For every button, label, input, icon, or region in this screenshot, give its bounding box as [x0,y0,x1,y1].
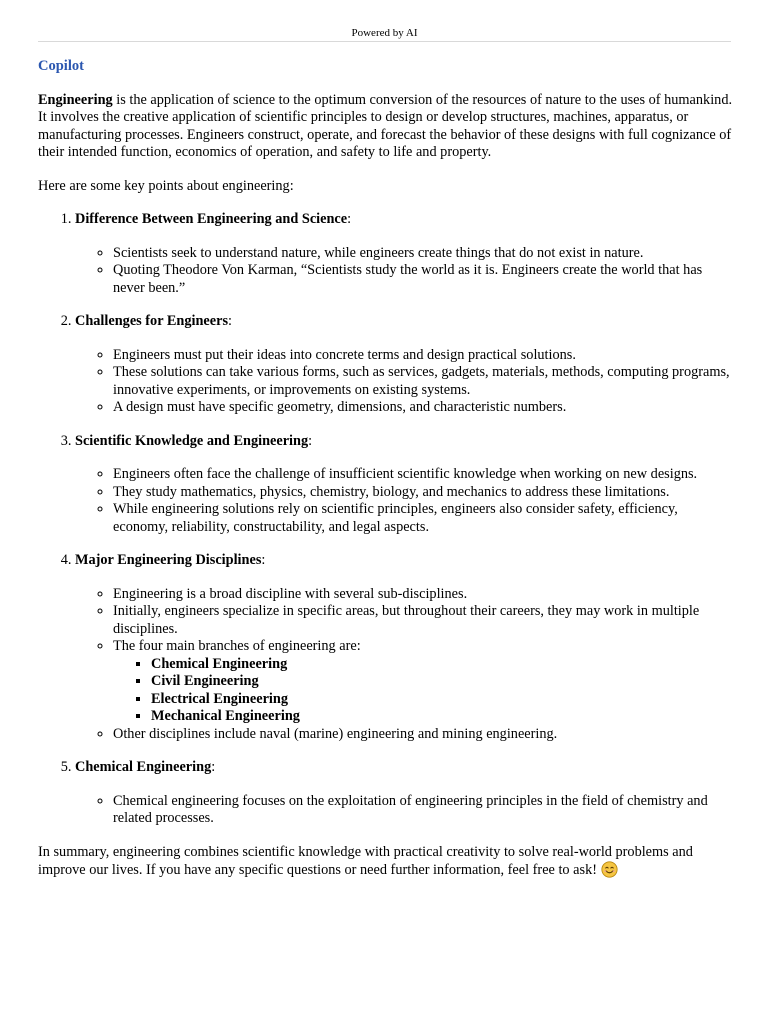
section-bullets [75,347,734,417]
key-point-3 [75,433,734,537]
section-title: Major Engineering Disciplines [75,552,262,568]
key-point-4 [75,552,734,743]
intro-term: Engineering [38,91,113,108]
section-bullets [75,245,734,298]
section-heading: 1. Difference Between Engineering and Science: [75,211,352,227]
summary-paragraph [38,844,734,880]
list-item: ◦ These solutions can take various forms, such as services, gadgets, materials, methods, computing programs, innovative experiments, or improvements on existing systems. [113,364,734,399]
list-item-branches [113,638,734,726]
branch-item: ▪ Civil Engineering [151,673,734,691]
branches-intro: The four main branches of engineering are: [113,638,361,654]
section-bullets [75,793,734,828]
list-item: ◦ Quoting Theodore Von Karman, “Scientists study the world as it is. Engineers create the world that has never been.” [113,262,734,297]
branch-item: ▪ Electrical Engineering [151,691,734,709]
smiling-face-icon [601,861,618,878]
key-point-1 [75,211,734,297]
list-item: ◦ Chemical engineering focuses on the exploitation of engineering principles in the field of chemistry and related processes. [113,793,734,828]
list-item: ◦ Engineering is a broad discipline with several sub-disciplines. [113,586,734,604]
section-title: Difference Between Engineering and Science [75,211,348,227]
powered-by-text: Powered by AI [351,27,418,39]
key-point-5 [75,759,734,828]
copilot-brand-label: Copilot [38,58,84,74]
list-item: ◦ A design must have specific geometry, dimensions, and characteristic numbers. [113,399,734,417]
list-item: ◦ Initially, engineers specialize in specific areas, but throughout their careers, they may work in multiple disciplines. [113,603,734,638]
list-item: ◦ Other disciplines include naval (marine) engineering and mining engineering. [113,726,734,744]
section-bullets [75,586,734,744]
powered-by-banner [38,27,731,42]
section-bullets [75,466,734,536]
section-heading: 4. Major Engineering Disciplines: [75,552,266,568]
section-title: Challenges for Engineers [75,313,229,329]
response-content [38,58,734,896]
key-point-2 [75,313,734,417]
lead-sentence: Here are some key points about engineering: [38,177,294,194]
branch-item: ▪ Chemical Engineering [151,656,734,674]
section-heading: 5. Chemical Engineering: [75,759,216,775]
list-item: ◦ Engineers must put their ideas into concrete terms and design practical solutions. [113,347,734,365]
key-points-list [38,211,734,828]
section-title: Chemical Engineering [75,759,212,775]
list-item: ◦ Engineers often face the challenge of insufficient scientific knowledge when working on new designs. [113,466,734,484]
section-heading: 3. Scientific Knowledge and Engineering: [75,432,313,449]
list-item: ◦ They study mathematics, physics, chemistry, biology, and mechanics to address these limitations. [113,484,734,502]
intro-text: is the application of science to the optimum conversion of the resources of nature to the uses of humankind. It involves the creative application of scientific principles to design or develop structures, machines, apparatus, or manufacturing processes. Engineers construct, operate, and forecast the behavior of these designs with full cognizance of their intended function, economics of operation, and safety to life and property. [38,91,733,160]
section-heading: 2. Challenges for Engineers: [75,313,233,329]
branches-list [113,656,734,726]
section-title: Scientific Knowledge and Engineering [75,432,309,449]
list-item: ◦ Scientists seek to understand nature, while engineers create things that do not exist in nature. [113,245,734,263]
list-item: ◦ While engineering solutions rely on scientific principles, engineers also consider safety, efficiency, economy, reliability, constructability, and legal aspects. [113,501,734,536]
summary-text: In summary, engineering combines scientific knowledge with practical creativity to solve real-world problems and improve our lives. If you have any specific questions or need further information, feel free to ask! [38,843,693,878]
branch-item: ▪ Mechanical Engineering [151,708,734,726]
intro-paragraph [38,92,734,162]
